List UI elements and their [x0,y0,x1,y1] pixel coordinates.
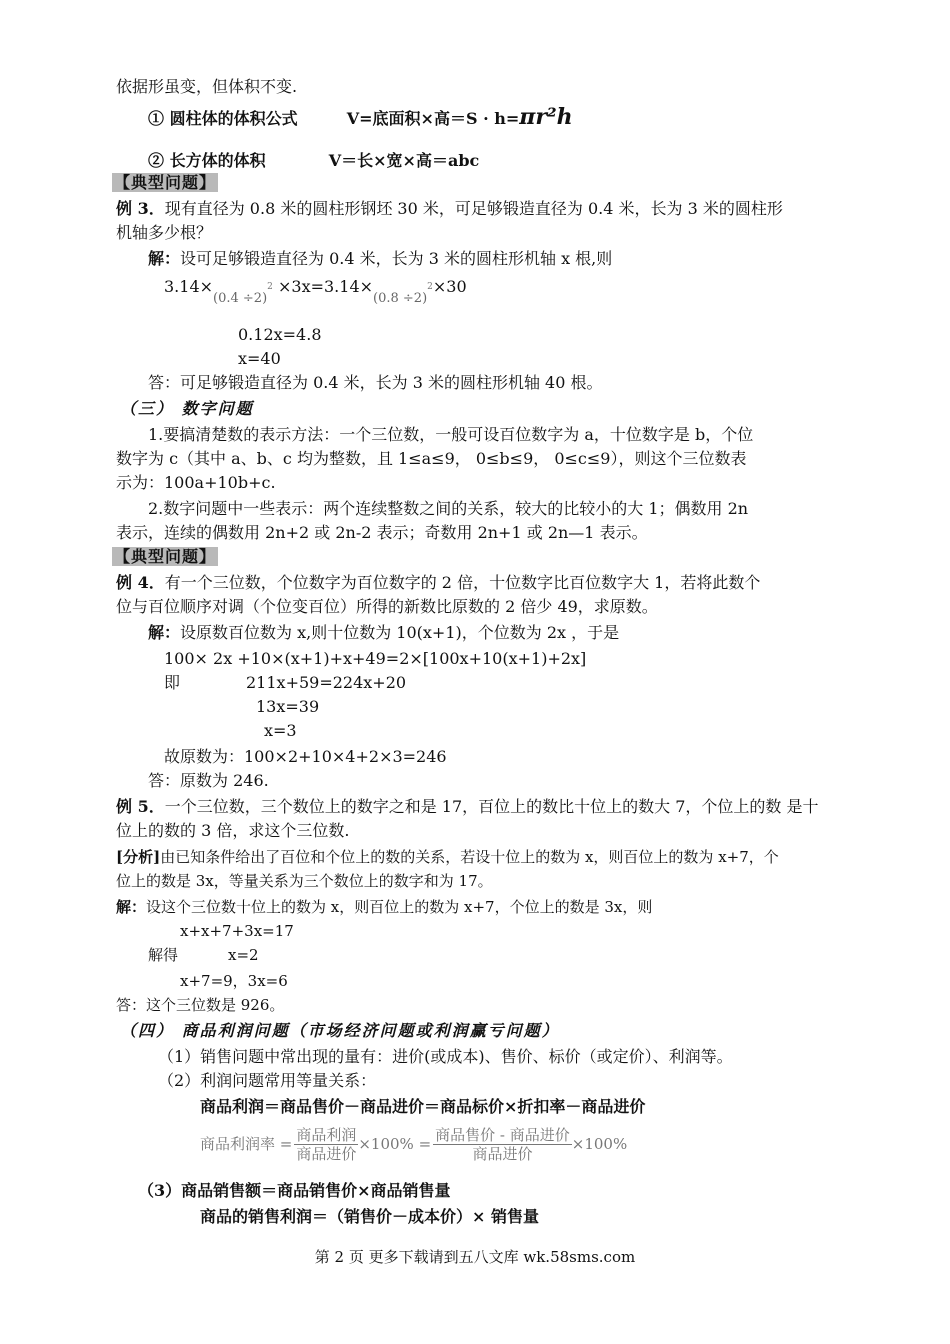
example-3-equation: $3.14\times_{(0.4 \div 2)}^2 \times 3x=3.14\times_{(0.8 \div 2)}^2\times 30$ [164,277,467,306]
formula-label: ① 圆柱体的体积公式 [148,109,298,128]
section-4-title: （四） 商品利润问题（市场经济问题或利润赢亏问题） [120,1021,560,1040]
example-4-line2: 211x+59=224x+20 [246,673,407,692]
example-4-answer: 答：原数为 246. [148,771,269,790]
example-4-line2-label: 即 [164,673,181,692]
example-5-analysis-cont: 位上的数是 3x，等量关系为三个数位上的数字和为 17。 [116,872,493,890]
formula-math: πr²h [519,104,573,130]
cuboid-volume-formula [148,150,479,172]
formula-expr: V＝长×宽×高＝abc [328,151,480,170]
section-3-p2: 2.数字问题中一些表示：两个连续整数之间的关系，较大的比较小的大 1；偶数用 2n [148,499,749,518]
example-4-text-cont: 位与百位顺序对调（个位变百位）所得的新数比原数的 2 倍少 49，求原数。 [116,597,658,616]
section-3-p1-end: 示为：100a+10b+c. [116,473,276,492]
fraction-2: $\frac{\text{商品售价 - 商品进价}}{\text{商品进价}}$ [435,1125,570,1163]
section-3-p2-cont: 表示，连续的偶数用 2n+2 或 2n-2 表示；奇数用 2n+1 或 2n—1 表示。 [116,523,648,542]
intro-text: 依据形虽变，但体积不变. [116,77,298,96]
example-4-line5: 故原数为：100×2+10×4+2×3=246 [164,747,447,766]
profit-rate-formula: 商品利润率 = $\frac{\text{商品利润}}{\text{商品进价}}$ ×100% = $\frac{\text{商品售价 - 商品进价}}{\text{商品进价}}$ ×100% [200,1125,628,1163]
section-3-p1: 1.要搞清楚数的表示方法：一个三位数，一般可设百位数字为 a，十位数字是 b，个位 [148,425,754,444]
example-3-step1: 0.12x=4.8 [238,325,322,344]
example-4-line4: x=3 [264,721,297,740]
section-3-title: （三） 数字问题 [120,399,254,418]
example-4-line1: 100× 2x +10×(x+1)+x+49=2×[100x+10(x+1)+2x] [164,649,587,668]
example-5-line1: x+x+7+3x=17 [180,922,294,940]
typical-problem-tag: 【典型问题】 [114,173,217,192]
example-5-line2-label: 解得 [148,946,179,964]
formula-expr: V=底面积×高＝S · h= [346,109,520,128]
section-4-p1: （1）销售问题中常出现的量有：进价(或成本)、售价、标价（或定价）、利润等。 [158,1047,733,1066]
sales-profit-formula: 商品的销售利润＝（销售价－成本价）× 销售量 [200,1207,539,1226]
cylinder-volume-formula [148,106,573,130]
example-5-solution: 解：设这个三位数十位上的数为 x，则百位上的数为 x+7，个位上的数是 3x，则 [116,898,653,916]
fraction-1: $\frac{\text{商品利润}}{\text{商品进价}}$ [296,1125,357,1163]
example-3-text-cont: 机轴多少根？ [116,223,213,242]
example-4-text: 例 4．有一个三位数，个位数字为百位数字的 2 倍，十位数字比百位数字大 1，若将此数个 [116,573,761,592]
example-3-text: 例 3．现有直径为 0.8 米的圆柱形钢坯 30 米，可足够锻造直径为 0.4 米，长为 3 米的圆柱形 [116,199,783,218]
example-5-line2: x=2 [228,946,259,964]
sales-amount-formula: （3）商品销售额＝商品销售价×商品销售量 [138,1181,451,1200]
section-3-p1-cont: 数字为 c（其中 a、b、c 均为整数，且 1≤a≤9， 0≤b≤9， 0≤c≤9），则这个三位数表 [116,449,747,468]
example-5-answer: 答：这个三位数是 926。 [116,996,285,1014]
example-5-analysis: [分析]由已知条件给出了百位和个位上的数的关系，若设十位上的数为 x，则百位上的数为 x+7，个 [116,848,779,866]
example-4-line3: 13x=39 [256,697,320,716]
example-5-text-cont: 位上的数的 3 倍，求这个三位数. [116,821,350,840]
formula-label: ② 长方体的体积 [148,151,266,170]
example-5-line3: x+7=9，3x=6 [180,972,288,990]
example-4-solution: 解：设原数百位数为 x,则十位数为 10(x+1)，个位数为 2x ，于是 [148,623,620,642]
typical-problem-tag: 【典型问题】 [114,547,217,566]
example-3-solution: 解：设可足够锻造直径为 0.4 米，长为 3 米的圆柱形机轴 x 根,则 [148,249,613,268]
example-5-text: 例 5．一个三位数，三个数位上的数字之和是 17，百位上的数比十位上的数大 7，个位上的数 是十 [116,797,819,816]
page-footer: 第 2 页 更多下载请到五八文库 wk.58sms.com [314,1248,636,1266]
profit-equation: 商品利润＝商品售价－商品进价＝商品标价×折扣率－商品进价 [200,1097,646,1116]
example-3-answer: 答：可足够锻造直径为 0.4 米，长为 3 米的圆柱形机轴 40 根。 [148,373,603,392]
section-4-p2: （2）利润问题常用等量关系： [158,1071,377,1090]
example-3-step2: x=40 [238,349,281,368]
rate-label: 商品利润率 = [200,1135,293,1153]
